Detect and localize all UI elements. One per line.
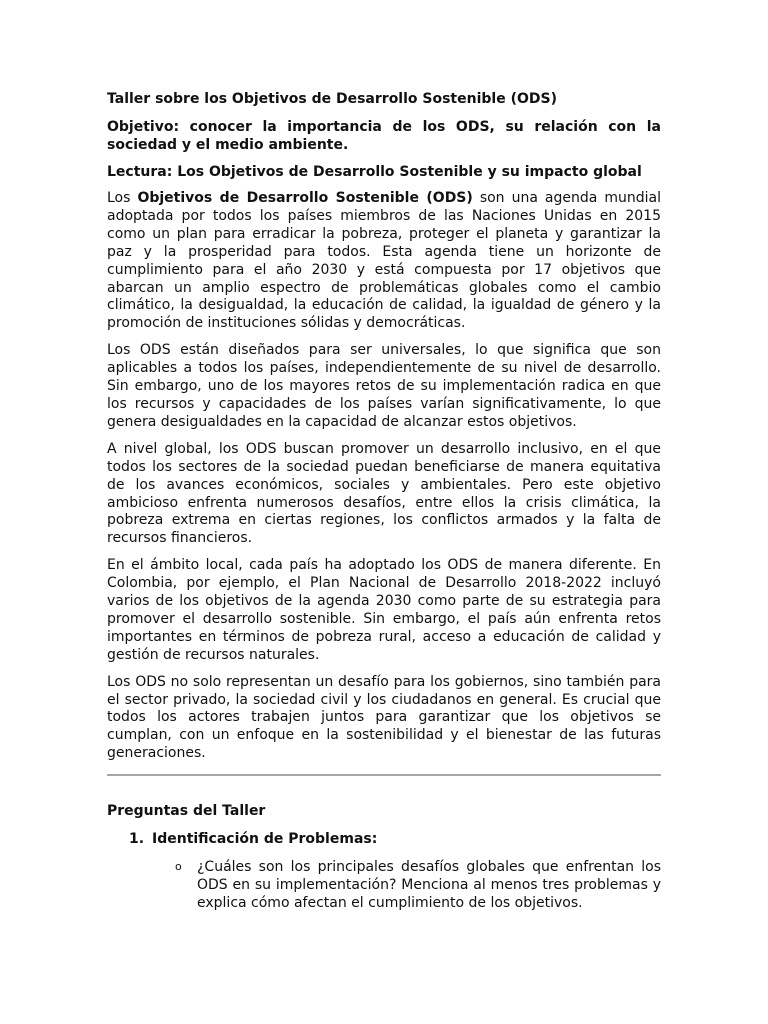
body-paragraph-2: A nivel global, los ODS buscan promover un desarrollo inclusivo, en el que todos los sectores de la sociedad puedan beneficiarse de manera equitativa de los avances económicos, sociales y ambientales. Pero este objetivo ambicioso enfrenta numerosos desafíos, entre ellos la crisis climática, la pobreza extrema en ciertas regiones, los conflictos armados y la falta de recursos financieros.: [107, 440, 661, 547]
intro-text-start: Los: [107, 190, 138, 206]
question-item: [175, 858, 661, 912]
objective-statement: Objetivo: conocer la importancia de los ODS, su relación con la sociedad y el medio ambiente.: [107, 119, 661, 153]
question-text: ¿Cuáles son los principales desafíos globales que enfrentan los ODS en su implementación? Menciona al menos tres problemas y explica cómo afectan el cumplimiento de los objetivos.: [197, 859, 661, 912]
body-paragraph-1: Los ODS están diseñados para ser universales, lo que significa que son aplicables a todos los países, independientemente de su nivel de desarrollo. Sin embargo, uno de los mayores retos de su implementación radica en que los recursos y capacidades de los países varían significativamente, lo que genera desigualdades en la capacidad de alcanzar estos objetivos.: [107, 342, 661, 430]
horizontal-divider: [107, 774, 661, 776]
section-title: Identificación de Problemas:: [152, 831, 378, 848]
document-page: [107, 90, 661, 912]
intro-paragraph: [107, 190, 661, 333]
body-paragraph-3: En el ámbito local, cada país ha adoptado los ODS de manera diferente. En Colombia, por ejemplo, el Plan Nacional de Desarrollo 2018-2022 incluyó varios de los objetivos de la agenda 2030 como parte de su estrategia para promover el desarrollo sostenible. Sin embargo, el país aún enfrenta retos importantes en términos de pobreza rural, acceso a educación de calidad y gestión de recursos naturales.: [107, 557, 661, 663]
intro-bold-term: Objetivos de Desarrollo Sostenible (ODS): [137, 190, 473, 206]
hollow-bullet-icon: o: [175, 860, 182, 874]
reading-title: Lectura: Los Objetivos de Desarrollo Sostenible y su impacto global: [107, 164, 642, 180]
section-number: 1.: [129, 831, 145, 848]
document-title: Taller sobre los Objetivos de Desarrollo Sostenible (ODS): [107, 91, 557, 107]
question-section-1: [129, 830, 661, 848]
intro-text-rest: son una agenda mundial adoptada por todos los países miembros de las Naciones Unidas en 2015 como un plan para erradicar la pobreza, proteger el planeta y garantizar la paz y la prosperidad para todos. Esta agenda tiene un horizonte de cumplimiento para el año 2030 y está compuesta por 17 objetivos que abarcan un amplio espectro de problemáticas globales como el cambio climático, la desigualdad, la educación de calidad, la igualdad de género y la promoción de instituciones sólidas y democráticas.: [107, 190, 662, 332]
body-paragraph-4: Los ODS no solo representan un desafío para los gobiernos, sino también para el sector privado, la sociedad civil y los ciudadanos en general. Es crucial que todos los actores trabajen juntos para garantizar que los objetivos se cumplan, con un enfoque en la sostenibilidad y el bienestar de las futuras generaciones.: [107, 673, 661, 762]
questions-heading: Preguntas del Taller: [107, 803, 266, 820]
